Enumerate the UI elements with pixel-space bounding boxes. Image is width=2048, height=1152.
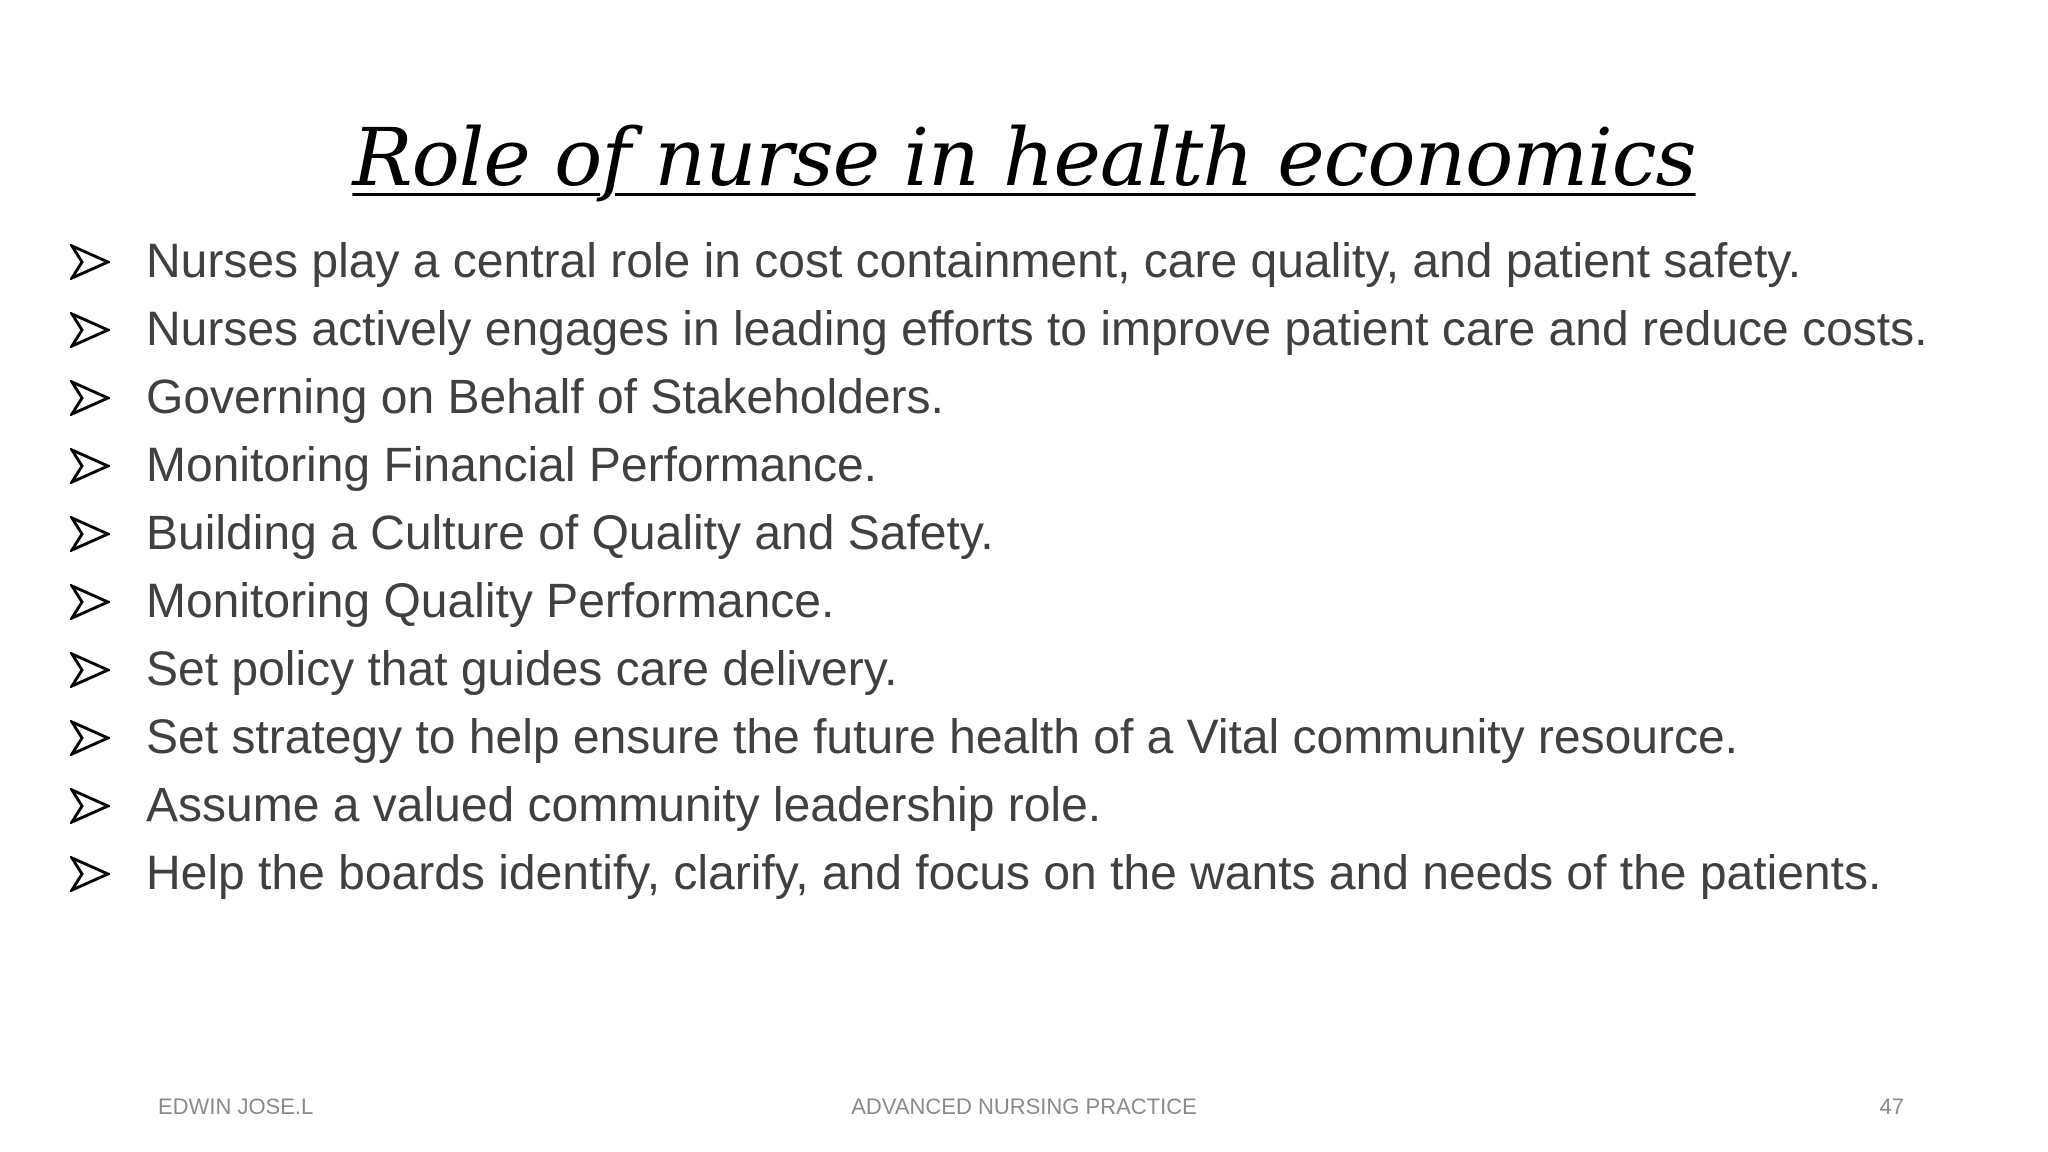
- bullet-text: Governing on Behalf of Stakeholders.: [146, 371, 944, 424]
- bullet-text: Nurses play a central role in cost containment, care quality, and patient safety.: [146, 235, 1802, 288]
- arrowhead-bullet-icon: [70, 244, 110, 280]
- bullet-text: Help the boards identify, clarify, and focus on the wants and needs of the patients.: [146, 847, 1882, 900]
- arrowhead-bullet-icon: [70, 516, 110, 552]
- bullet-text: Set policy that guides care delivery.: [146, 643, 898, 696]
- arrowhead-bullet-icon: [70, 856, 110, 892]
- arrowhead-bullet-icon: [70, 380, 110, 416]
- bullet-list: [70, 235, 1970, 918]
- arrowhead-bullet-icon: [70, 448, 110, 484]
- footer-course: ADVANCED NURSING PRACTICE: [851, 1094, 1197, 1119]
- bullet-text: Assume a valued community leadership role.: [146, 779, 1102, 832]
- bullet-item: [70, 575, 1970, 628]
- bullet-text: Nurses actively engages in leading efforts to improve patient care and reduce costs.: [146, 303, 1928, 356]
- bullet-text: Set strategy to help ensure the future health of a Vital community resource.: [146, 711, 1738, 764]
- bullet-item: [70, 643, 1970, 696]
- arrowhead-bullet-icon: [70, 720, 110, 756]
- bullet-item: [70, 303, 1970, 356]
- bullet-item: [70, 371, 1970, 424]
- bullet-item: [70, 779, 1970, 832]
- footer-author: EDWIN JOSE.L: [158, 1094, 314, 1119]
- bullet-text: Monitoring Financial Performance.: [146, 439, 877, 492]
- bullet-item: [70, 847, 1970, 900]
- slide-title: Role of nurse in health economics: [352, 111, 1696, 204]
- bullet-item: [70, 711, 1970, 764]
- bullet-text: Building a Culture of Quality and Safety.: [146, 507, 994, 560]
- bullet-text: Monitoring Quality Performance.: [146, 575, 835, 628]
- slide-number: 47: [1879, 1094, 1904, 1119]
- bullet-item: [70, 507, 1970, 560]
- arrowhead-bullet-icon: [70, 652, 110, 688]
- arrowhead-bullet-icon: [70, 312, 110, 348]
- arrowhead-bullet-icon: [70, 584, 110, 620]
- arrowhead-bullet-icon: [70, 788, 110, 824]
- bullet-item: [70, 439, 1970, 492]
- bullet-item: [70, 235, 1970, 288]
